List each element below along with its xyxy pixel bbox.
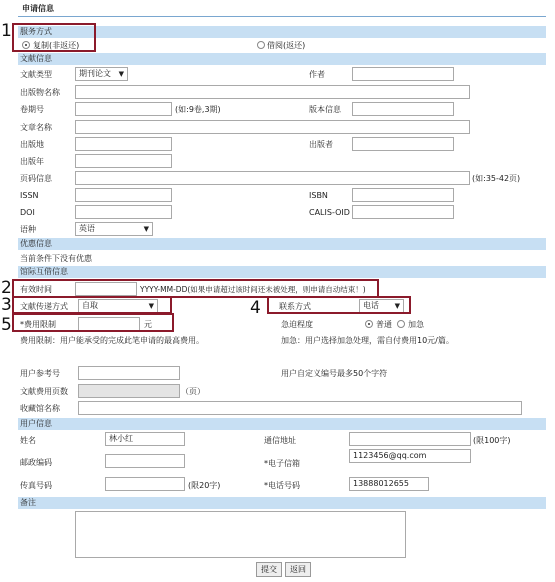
place-input[interactable] bbox=[75, 137, 172, 151]
chevron-down-icon: ▼ bbox=[394, 302, 400, 310]
chevron-down-icon: ▼ bbox=[118, 70, 124, 78]
back-button[interactable]: 返回 bbox=[285, 562, 311, 577]
fee-note: 费用限制：用户能承受的完成此笔申请的最高费用。 bbox=[20, 336, 204, 345]
doc-type-select[interactable] bbox=[75, 67, 128, 81]
service-header: 服务方式 bbox=[18, 26, 546, 38]
delivery-value: 自取 bbox=[82, 301, 98, 310]
fax-hint: (限20字) bbox=[188, 481, 221, 490]
language-value: 英语 bbox=[79, 224, 95, 233]
ref-note: 用户自定义编号最多50个字符 bbox=[281, 369, 388, 378]
annotation-box-5 bbox=[12, 313, 174, 332]
annotation-number-5: 5 bbox=[1, 315, 12, 335]
page-title: 申请信息 bbox=[22, 4, 54, 13]
language-label: 语种 bbox=[20, 225, 36, 234]
postcode-label: 邮政编码 bbox=[20, 458, 52, 467]
publisher-label: 出版者 bbox=[309, 140, 333, 149]
ill-header: 馆际互借信息 bbox=[18, 266, 546, 278]
address-label: 通信地址 bbox=[264, 436, 296, 445]
publication-label: 出版物名称 bbox=[20, 88, 60, 97]
volume-input[interactable] bbox=[75, 102, 172, 116]
remarks-header: 备注 bbox=[18, 497, 546, 509]
article-label: 文章名称 bbox=[20, 123, 52, 132]
offer-header: 优惠信息 bbox=[18, 238, 546, 250]
urgency-urgent-label: 加急 bbox=[408, 320, 424, 329]
isbn-input[interactable] bbox=[352, 188, 454, 202]
year-label: 出版年 bbox=[20, 157, 44, 166]
fee-pages-input bbox=[78, 384, 180, 398]
literature-header: 文献信息 bbox=[18, 53, 546, 65]
annotation-number-1: 1 bbox=[1, 21, 12, 41]
article-input[interactable] bbox=[75, 120, 470, 134]
email-label: *电子信箱 bbox=[264, 459, 300, 468]
edition-input[interactable] bbox=[352, 102, 454, 116]
language-select[interactable] bbox=[75, 222, 153, 236]
contact-label: 联系方式 bbox=[279, 302, 311, 311]
calis-input[interactable] bbox=[352, 205, 454, 219]
doc-type-value: 期刊论文 bbox=[79, 69, 111, 78]
lend-radio[interactable] bbox=[257, 41, 265, 49]
pages-input[interactable] bbox=[75, 171, 470, 185]
annotation-box-1 bbox=[12, 23, 96, 52]
title-divider bbox=[18, 16, 546, 17]
address-input[interactable] bbox=[349, 432, 471, 446]
year-input[interactable] bbox=[75, 154, 172, 168]
publication-input[interactable] bbox=[75, 85, 470, 99]
address-hint: (限100字) bbox=[473, 436, 511, 445]
fax-input[interactable] bbox=[105, 477, 185, 491]
publisher-input[interactable] bbox=[352, 137, 454, 151]
doi-label: DOI bbox=[20, 208, 35, 217]
chevron-down-icon: ▼ bbox=[143, 225, 149, 233]
valid-time-label: 有效时间 bbox=[20, 285, 52, 294]
lend-option-label: 借阅(返还) bbox=[267, 41, 306, 50]
phone-label: *电话号码 bbox=[264, 481, 300, 490]
isbn-label: ISBN bbox=[309, 191, 328, 200]
chevron-down-icon: ▼ bbox=[148, 302, 154, 310]
annotation-number-4: 4 bbox=[250, 298, 261, 318]
urgency-normal-radio[interactable] bbox=[365, 320, 373, 328]
annotation-number-3: 3 bbox=[1, 295, 12, 315]
calis-label: CALIS-OID bbox=[309, 208, 350, 217]
pages-hint: (如:35-42页) bbox=[472, 174, 521, 183]
issn-input[interactable] bbox=[75, 188, 172, 202]
edition-label: 版本信息 bbox=[309, 105, 341, 114]
name-label: 姓名 bbox=[20, 436, 36, 445]
pages-label: 页码信息 bbox=[20, 174, 52, 183]
urgency-label: 急迫程度 bbox=[281, 320, 313, 329]
fee-unit: 元 bbox=[144, 320, 152, 329]
doc-type-label: 文献类型 bbox=[20, 70, 52, 79]
postcode-input[interactable] bbox=[105, 454, 185, 468]
valid-time-hint: YYYY-MM-DD(如果申请超过该时间还未被处理，则申请自动结束！) bbox=[140, 285, 366, 294]
collection-input[interactable] bbox=[78, 401, 522, 415]
fee-label: *费用限制 bbox=[20, 320, 56, 329]
phone-input[interactable]: 13888012655 bbox=[349, 477, 429, 491]
annotation-box-4 bbox=[267, 296, 411, 314]
fee-pages-label: 文献费用页数 bbox=[20, 387, 68, 396]
ref-input[interactable] bbox=[78, 366, 180, 380]
volume-hint: (如:9卷,3期) bbox=[175, 105, 221, 114]
name-input[interactable]: 林小红 bbox=[105, 432, 185, 446]
annotation-box-3 bbox=[12, 296, 172, 314]
contact-value: 电话 bbox=[363, 301, 379, 310]
issn-label: ISSN bbox=[20, 191, 39, 200]
volume-label: 卷期号 bbox=[20, 105, 44, 114]
email-input[interactable]: 1123456@qq.com bbox=[349, 449, 471, 463]
fee-pages-unit: （页） bbox=[181, 387, 205, 396]
user-header: 用户信息 bbox=[18, 418, 546, 430]
fax-label: 传真号码 bbox=[20, 481, 52, 490]
ref-label: 用户参考号 bbox=[20, 369, 60, 378]
annotation-number-2: 2 bbox=[1, 278, 12, 298]
author-label: 作者 bbox=[309, 70, 325, 79]
doi-input[interactable] bbox=[75, 205, 172, 219]
author-input[interactable] bbox=[352, 67, 454, 81]
delivery-label: 文献传递方式 bbox=[20, 302, 68, 311]
urgent-note: 加急：用户选择加急处理，需自付费用10元/篇。 bbox=[281, 336, 454, 345]
remarks-textarea[interactable] bbox=[75, 511, 406, 558]
urgency-urgent-radio[interactable] bbox=[397, 320, 405, 328]
place-label: 出版地 bbox=[20, 140, 44, 149]
offer-text: 当前条件下没有优惠 bbox=[20, 254, 92, 263]
urgency-normal-label: 普通 bbox=[376, 320, 392, 329]
collection-label: 收藏馆名称 bbox=[20, 404, 60, 413]
submit-button[interactable]: 提交 bbox=[256, 562, 282, 577]
copy-option-label: 复制(非返还) bbox=[33, 41, 80, 50]
